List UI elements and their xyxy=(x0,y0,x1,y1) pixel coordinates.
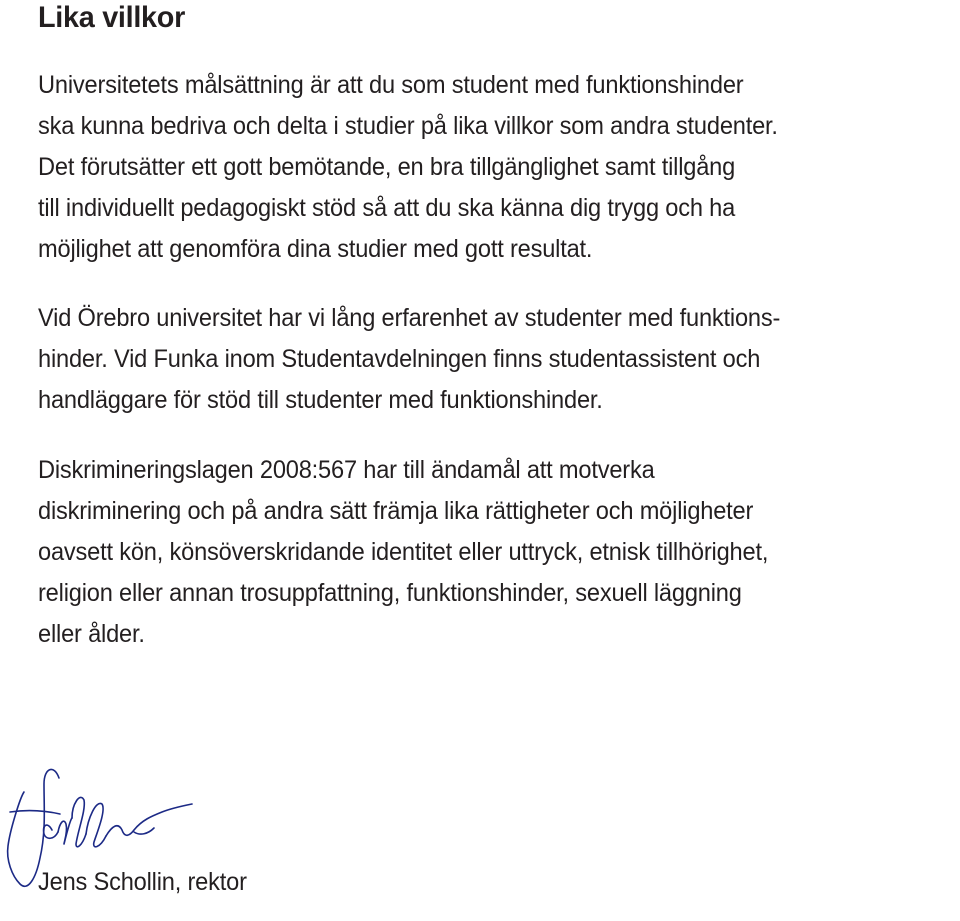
paragraph-goal xyxy=(38,65,945,270)
text-line: hinder. Vid Funka inom Studentavdelningen finns studentassistent och xyxy=(38,345,761,373)
text-line: diskriminering och på andra sätt främja lika rättigheter och möjligheter xyxy=(38,497,754,525)
text-line: Vid Örebro universitet har vi lång erfarenhet av studenter med funktions- xyxy=(38,304,781,332)
text-line: religion eller annan trosuppfattning, funktionshinder, sexuell läggning xyxy=(38,579,742,607)
text-line: eller ålder. xyxy=(38,620,145,648)
signer-name: Jens Schollin, rektor xyxy=(38,868,247,896)
text-line: handläggare för stöd till studenter med funktionshinder. xyxy=(38,386,603,414)
paragraph-law xyxy=(38,450,945,655)
text-line: Det förutsätter ett gott bemötande, en bra tillgänglighet samt tillgång xyxy=(38,153,736,181)
text-line: oavsett kön, könsöverskridande identitet eller uttryck, etnisk tillhörighet, xyxy=(38,538,769,566)
page-title: Lika villkor xyxy=(38,1,186,34)
text-line: Universitetets målsättning är att du som student med funktionshinder xyxy=(38,71,744,99)
text-line: möjlighet att genomföra dina studier med gott resultat. xyxy=(38,235,593,263)
text-line: till individuellt pedagogiskt stöd så att du ska känna dig trygg och ha xyxy=(38,194,736,222)
paragraph-experience xyxy=(38,298,945,421)
text-line: Diskrimineringslagen 2008:567 har till ändamål att motverka xyxy=(38,456,655,484)
text-line: ska kunna bedriva och delta i studier på lika villkor som andra studenter. xyxy=(38,112,778,140)
